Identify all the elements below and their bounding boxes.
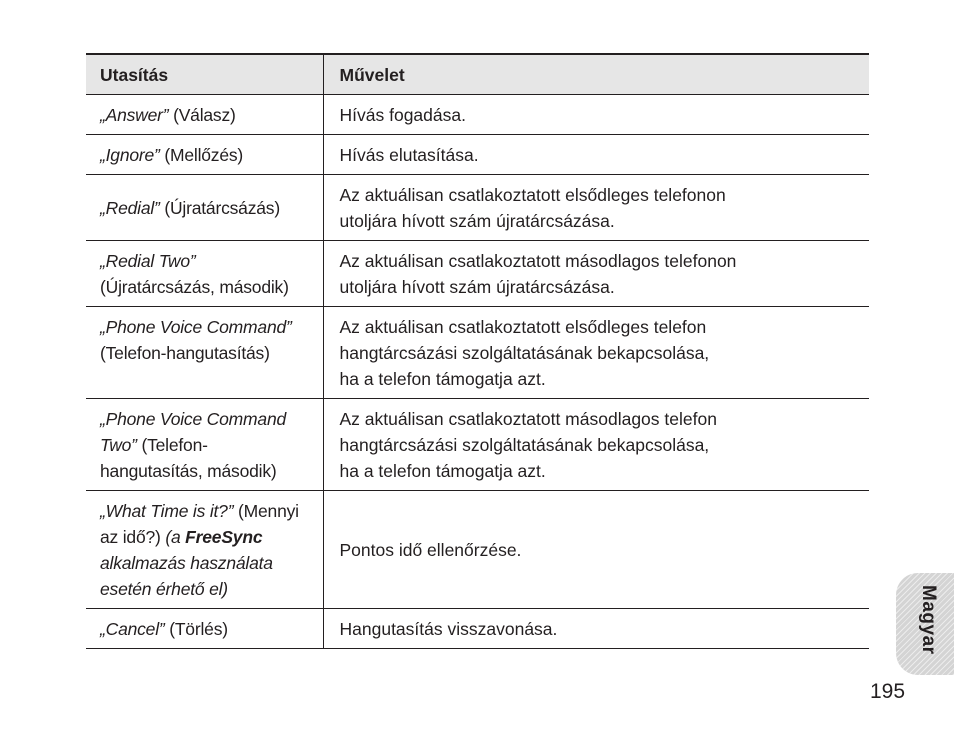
action-line: Az aktuálisan csatlakoztatott elsődleges telefon bbox=[339, 316, 707, 337]
command-cell bbox=[86, 491, 323, 609]
command-translation: (Törlés) bbox=[164, 618, 228, 639]
availability-note: (a bbox=[165, 526, 186, 547]
command-translation-cont: az idő?) bbox=[100, 526, 166, 547]
availability-note-line: esetén érhető el) bbox=[100, 578, 228, 599]
action-line: ha a telefon támogatja azt. bbox=[339, 368, 546, 389]
command-keyword: „Cancel” bbox=[100, 618, 165, 639]
action-line: Az aktuálisan csatlakoztatott másodlagos telefon bbox=[339, 408, 717, 429]
freesync-brand: FreeSync bbox=[185, 526, 263, 547]
voice-command-table bbox=[86, 53, 869, 649]
command-cell bbox=[86, 241, 323, 307]
command-cell bbox=[86, 135, 323, 175]
command-cell bbox=[86, 95, 323, 135]
command-cell bbox=[86, 609, 323, 649]
action-line: Az aktuálisan csatlakoztatott másodlagos telefonon bbox=[339, 250, 737, 271]
command-cell bbox=[86, 307, 323, 399]
action-line: utoljára hívott szám újratárcsázása. bbox=[339, 276, 615, 297]
action-line: Az aktuálisan csatlakoztatott elsődleges telefonon bbox=[339, 184, 726, 205]
table-row bbox=[86, 175, 869, 241]
command-translation: (Telefon-hangutasítás) bbox=[100, 342, 270, 363]
command-keyword: „Ignore” bbox=[100, 144, 160, 165]
command-translation: (Mennyi bbox=[233, 500, 299, 521]
action-line: ha a telefon támogatja azt. bbox=[339, 460, 546, 481]
command-keyword: „Redial” bbox=[100, 197, 160, 218]
command-translation-cont: hangutasítás, második) bbox=[100, 460, 277, 481]
command-keyword: „Phone Voice Command bbox=[100, 408, 287, 429]
action-line: hangtárcsázási szolgáltatásának bekapcsolása, bbox=[339, 434, 710, 455]
command-keyword: „Redial Two” bbox=[100, 250, 196, 271]
table-row bbox=[86, 135, 869, 175]
command-translation: (Mellőzés) bbox=[159, 144, 244, 165]
command-keyword: „What Time is it?” bbox=[100, 500, 234, 521]
page-number: 195 bbox=[870, 680, 906, 703]
table-row bbox=[86, 95, 869, 135]
table-row bbox=[86, 609, 869, 649]
action-cell: Hangutasítás visszavonása. bbox=[323, 609, 869, 649]
table-row bbox=[86, 491, 869, 609]
command-cell bbox=[86, 175, 323, 241]
command-keyword: „Answer” bbox=[100, 104, 169, 125]
action-line: hangtárcsázási szolgáltatásának bekapcsolása, bbox=[339, 342, 710, 363]
command-cell bbox=[86, 399, 323, 491]
command-translation: (Újratárcsázás) bbox=[159, 197, 280, 218]
action-cell bbox=[323, 241, 869, 307]
language-side-tab bbox=[896, 573, 954, 675]
command-translation: (Válasz) bbox=[168, 104, 236, 125]
language-label: Magyar bbox=[918, 585, 939, 655]
action-cell bbox=[323, 307, 869, 399]
action-cell bbox=[323, 399, 869, 491]
availability-note-line: alkalmazás használata bbox=[100, 552, 273, 573]
command-translation: (Újratárcsázás, második) bbox=[100, 276, 289, 297]
command-keyword: „Phone Voice Command” bbox=[100, 316, 292, 337]
column-header-action: Művelet bbox=[323, 54, 869, 95]
table-header-row bbox=[86, 54, 869, 95]
table-row bbox=[86, 241, 869, 307]
action-line: utoljára hívott szám újratárcsázása. bbox=[339, 210, 615, 231]
action-cell bbox=[323, 175, 869, 241]
action-cell: Hívás fogadása. bbox=[323, 95, 869, 135]
action-cell: Pontos idő ellenőrzése. bbox=[323, 491, 869, 609]
table-row bbox=[86, 307, 869, 399]
action-cell: Hívás elutasítása. bbox=[323, 135, 869, 175]
column-header-command: Utasítás bbox=[86, 54, 323, 95]
command-translation: (Telefon- bbox=[136, 434, 208, 455]
command-keyword-cont: Two” bbox=[100, 434, 137, 455]
table-row bbox=[86, 399, 869, 491]
